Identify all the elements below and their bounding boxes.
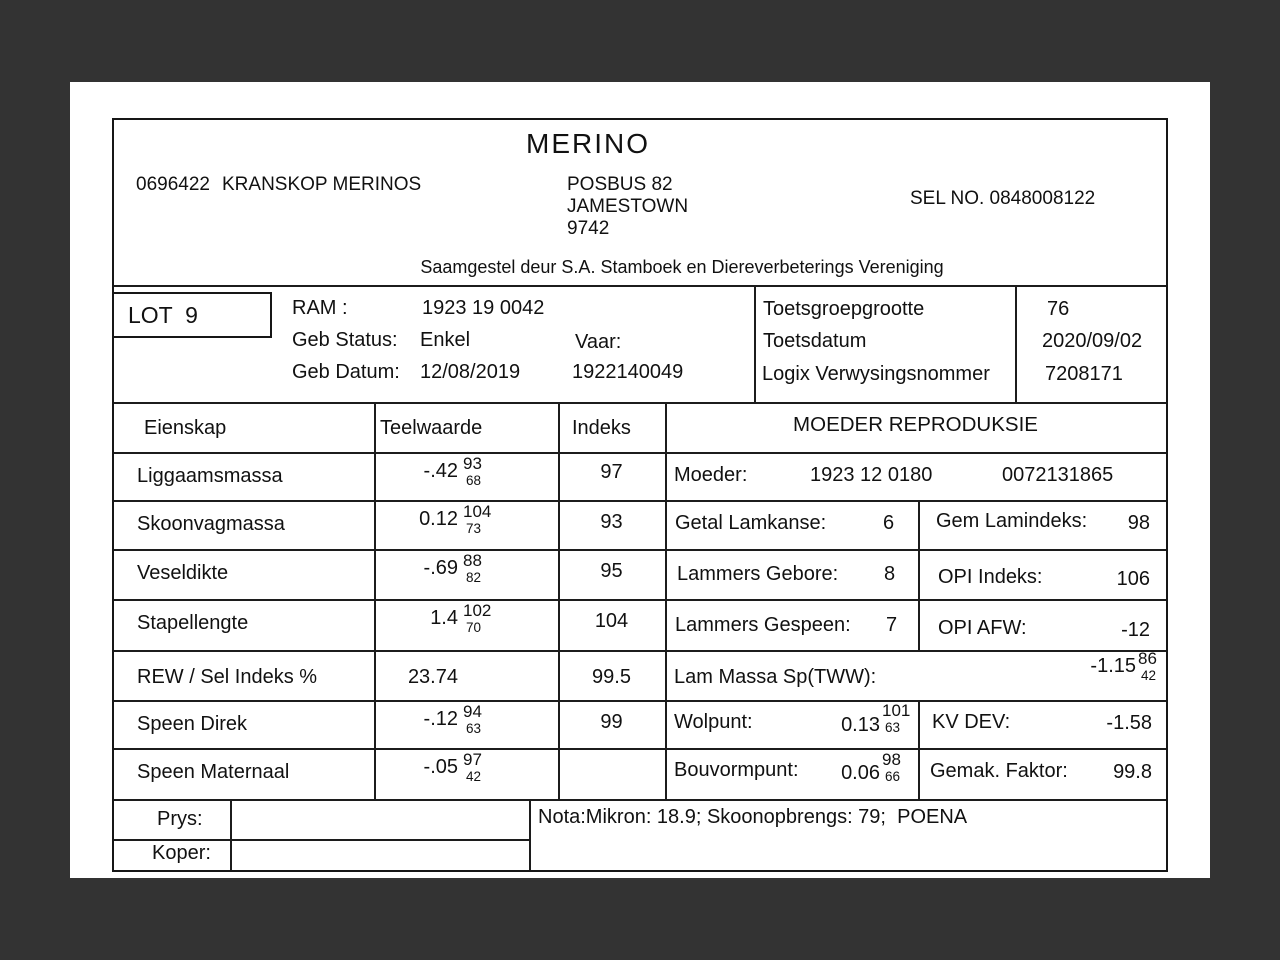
kv-dev-value: -1.58 [1106,712,1152,734]
nota-text: Nota:Mikron: 18.9; Skoonopbrengs: 79; POENA [538,806,968,828]
trait-name: Speen Maternaal [137,761,290,783]
divider-col-teelwaarde [374,402,376,799]
trait-name: Stapellengte [137,612,249,634]
divider-moeder-cols-upper [918,500,920,650]
bouvormpunt-value: 0.06 [841,762,880,784]
trait-acc-top: 88 [463,551,482,570]
divider-main-split [665,402,667,799]
trait-value: -.42 [423,460,458,482]
moeder-reg-number: 0072131865 [1002,464,1114,486]
divider-row-6 [114,748,1166,750]
moeder-id: 1923 12 0180 [810,464,933,486]
kv-dev-label: KV DEV: [932,711,1011,733]
trait-acc-bottom: 82 [466,570,482,585]
address-line-2: JAMESTOWN [567,196,689,217]
compiled-note: Saamgestel deur S.A. Stamboek en Diereverbeterings Vereniging [420,257,944,277]
lam-massa-accuracy [1138,650,1157,683]
bouvormpunt-acc-bottom: 66 [885,769,901,784]
trait-value: 1.4 [430,607,458,629]
trait-value: 23.74 [407,666,458,688]
test-group-size-value: 76 [1047,298,1070,320]
lammers-gebore-value: 8 [884,563,896,585]
divider-row-1 [114,500,1166,502]
trait-value: 0.12 [419,508,458,530]
trait-acc-top: 93 [463,454,482,473]
vaar-label: Vaar: [575,331,622,353]
trait-acc-bottom: 68 [466,473,482,488]
paper-sheet [70,82,1210,878]
trait-accuracy [463,602,491,635]
divider-row-3 [114,599,1166,601]
geb-datum-label: Geb Datum: [292,361,400,383]
trait-accuracy [463,552,482,585]
opi-indeks-label: OPI Indeks: [938,566,1043,588]
test-date-label: Toetsdatum [763,330,867,352]
geb-status-value: Enkel [420,329,471,351]
trait-acc-bottom: 70 [466,620,482,635]
trait-acc-bottom: 42 [466,769,482,784]
gem-lamindeks-label: Gem Lamindeks: [936,510,1088,532]
divider-table-top [114,402,1166,404]
stud-name: KRANSKOP MERINOS [222,174,422,195]
bouvormpunt-accuracy [882,751,901,784]
trait-name: Liggaamsmassa [137,465,283,487]
lammers-gespeen-value: 7 [886,614,898,636]
address-line-1: POSBUS 82 [567,174,673,195]
moeder-label: Moeder: [674,464,748,486]
trait-accuracy [463,455,482,488]
lammers-gespeen-label: Lammers Gespeen: [675,614,851,636]
trait-acc-top: 102 [463,601,492,620]
section-title-moeder-reproduksie: MOEDER REPRODUKSIE [793,413,1038,436]
trait-accuracy [463,751,482,784]
getal-lamkanse-label: Getal Lamkanse: [675,512,827,534]
trait-indeks: 95 [600,560,623,582]
ram-id: 1923 19 0042 [422,297,545,319]
opi-afw-value: -12 [1121,619,1150,641]
trait-accuracy [463,503,491,536]
wolpunt-value: 0.13 [841,714,880,736]
lot-box [114,292,272,338]
wolpunt-acc-bottom: 63 [885,720,901,735]
trait-value: -.12 [423,708,458,730]
divider-header-row [114,452,1166,454]
trait-acc-bottom: 63 [466,721,482,736]
bouvormpunt-label: Bouvormpunt: [674,759,799,781]
trait-acc-top: 104 [463,502,492,521]
divider-footer-nota [529,799,531,870]
koper-label: Koper: [152,842,211,864]
geb-datum-value: 12/08/2019 [420,361,521,383]
lam-massa-acc-top: 86 [1138,649,1157,668]
test-date-value: 2020/09/02 [1042,330,1143,352]
bouvormpunt-acc-top: 98 [882,750,901,769]
trait-acc-top: 97 [463,750,482,769]
ram-label: RAM : [292,297,348,319]
vaar-id: 1922140049 [572,361,684,383]
col-header-indeks: Indeks [572,417,631,439]
wolpunt-accuracy [882,702,910,735]
koper-value-cell [232,841,529,870]
lam-massa-value: -1.15 [1090,655,1136,677]
trait-indeks: 99.5 [592,666,631,688]
getal-lamkanse-value: 6 [883,512,895,534]
lot-label: LOT 9 [128,302,198,328]
logix-ref-value: 7208171 [1045,363,1123,385]
divider-lot-band-top [114,285,1166,287]
divider-row-4 [114,650,1166,652]
logix-ref-label: Logix Verwysingsnommer [762,363,990,385]
divider-test-block-values [1015,285,1017,402]
prys-label: Prys: [157,808,203,830]
opi-indeks-value: 106 [1116,568,1150,590]
trait-name: Speen Direk [137,713,248,735]
divider-moeder-cols-lower [918,700,920,799]
trait-indeks: 104 [594,610,629,632]
member-number: 0696422 [136,174,210,195]
trait-value: -.69 [423,557,458,579]
address-line-3: 9742 [567,218,610,239]
trait-indeks: 97 [600,461,623,483]
col-header-eienskap: Eienskap [144,417,227,439]
divider-row-5 [114,700,1166,702]
sale-catalog-card [112,118,1168,872]
gemak-faktor-label: Gemak. Faktor: [930,760,1068,782]
trait-acc-bottom: 73 [466,521,482,536]
trait-name: Veseldikte [137,562,229,584]
opi-afw-label: OPI AFW: [938,617,1027,639]
prys-value-cell [232,801,529,839]
trait-indeks: 99 [600,711,623,733]
trait-accuracy [463,703,482,736]
lammers-gebore-label: Lammers Gebore: [677,563,839,585]
divider-test-block-left [754,285,756,402]
lam-massa-label: Lam Massa Sp(TWW): [674,666,877,688]
test-group-size-label: Toetsgroepgrootte [763,298,925,320]
trait-indeks: 93 [600,511,623,533]
lam-massa-acc-bottom: 42 [1141,668,1157,683]
trait-acc-top: 94 [463,702,482,721]
wolpunt-acc-top: 101 [882,701,911,720]
sel-number: SEL NO. 0848008122 [910,188,1096,209]
trait-value: -.05 [423,756,458,778]
trait-name: REW / Sel Indeks % [137,666,318,688]
gemak-faktor-value: 99.8 [1113,761,1152,783]
geb-status-label: Geb Status: [292,329,398,351]
breed-title: MERINO [526,128,650,159]
divider-row-2 [114,549,1166,551]
trait-name: Skoonvagmassa [137,513,285,535]
wolpunt-label: Wolpunt: [674,711,753,733]
col-header-teelwaarde: Teelwaarde [380,417,483,439]
gem-lamindeks-value: 98 [1127,512,1150,534]
